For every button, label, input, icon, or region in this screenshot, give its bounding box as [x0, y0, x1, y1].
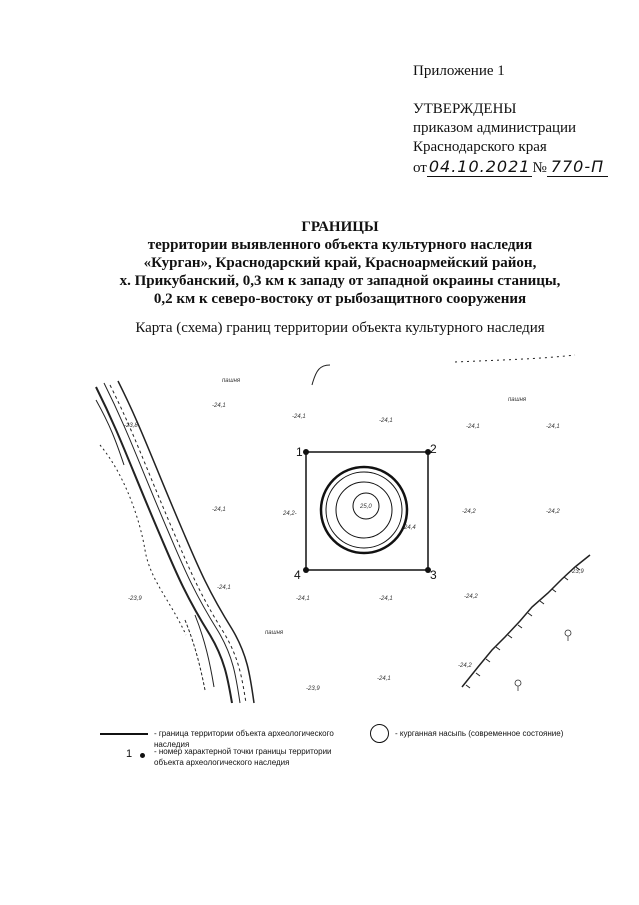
- title-line-2: «Курган», Краснодарский край, Красноармейский район,: [143, 255, 537, 271]
- map-legend: [0, 720, 639, 780]
- legend-point-text: - номер характерной точки границы территории объекта археологического наследия: [154, 747, 332, 767]
- map-caption: Карта (схема) границ территории объекта культурного наследия: [135, 320, 545, 336]
- ditch-line: [96, 400, 124, 465]
- canal-bank-line: [118, 381, 254, 703]
- elevation-label: -24,1: [379, 418, 393, 424]
- approved-label: УТВЕРЖДЕНЫ: [413, 101, 517, 117]
- elevation-label: -24,1: [212, 507, 226, 513]
- elevation-label: 24,4: [404, 525, 416, 531]
- elevation-label: -24,1: [296, 596, 310, 602]
- elevation-label: -24,1: [292, 414, 306, 420]
- elevation-label: -24,1: [546, 424, 560, 430]
- appendix-label: Приложение 1: [413, 63, 505, 79]
- elevation-label: -24,1: [212, 403, 226, 409]
- canal-bank-line: [96, 387, 232, 703]
- elevation-label: -23,9: [306, 686, 320, 692]
- field-edge: [312, 365, 330, 385]
- legend-point-dot: [140, 753, 145, 758]
- number-sign: №: [532, 160, 547, 176]
- elevation-label: -24,1: [377, 676, 391, 682]
- legend-boundary-line-symbol: [100, 733, 148, 735]
- legend-boundary-text: - граница территории объекта археологического наследия: [154, 729, 334, 749]
- order-date: 04.10.2021: [428, 157, 531, 176]
- field-label: пашня: [508, 397, 527, 403]
- road-line: [185, 620, 205, 690]
- point-label-3: 3: [430, 568, 437, 582]
- point-label-4: 4: [294, 568, 301, 582]
- elevation-label: -24,2: [464, 594, 478, 600]
- elevation-label: -24,2: [458, 663, 472, 669]
- point-label-1: 1: [296, 445, 303, 459]
- tree-symbol: [515, 680, 521, 686]
- mound-contour: [336, 482, 392, 538]
- field-boundary-hatch: [466, 567, 580, 688]
- order-line: [413, 157, 608, 177]
- legend-point-number: 1: [126, 748, 133, 760]
- elevation-label: -23,9: [570, 569, 584, 575]
- mound-outer-contour: [321, 467, 407, 553]
- elevation-label: -24,1: [217, 585, 231, 591]
- document-title: [40, 218, 639, 308]
- point-label-2: 2: [430, 442, 437, 456]
- canal-bank-dashed: [110, 385, 246, 703]
- order-of-label: приказом администрации: [413, 120, 577, 136]
- corner-point-4: [303, 567, 309, 573]
- mound-contour: [326, 472, 402, 548]
- mound-top-elevation: 25,0: [360, 504, 372, 510]
- title-line-1: территории выявленного объекта культурного наследия: [147, 237, 533, 253]
- ditch-line: [100, 445, 186, 635]
- field-label: пашня: [265, 630, 284, 636]
- legend-mound-text: - курганная насыпь (современное состояние): [395, 729, 564, 738]
- tree-symbol: [565, 630, 571, 636]
- legend-mound-symbol: [370, 724, 389, 743]
- region-label: Краснодарского края: [413, 139, 547, 155]
- corner-point-1: [303, 449, 309, 455]
- elevation-label: -24,1: [466, 424, 480, 430]
- elevation-label: -24,2: [462, 509, 476, 515]
- elevation-label: -23,9: [128, 596, 142, 602]
- title-line-4: 0,2 км к северо-востоку от рыбозащитного сооружения: [153, 291, 527, 307]
- field-label: пашня: [222, 378, 241, 384]
- title-line-3: х. Прикубанский, 0,3 км к западу от западной окраины станицы,: [119, 273, 561, 289]
- field-edge: [455, 355, 575, 362]
- boundary-map: [0, 345, 639, 705]
- from-prefix: от: [413, 160, 427, 176]
- elevation-label: -24,2: [546, 509, 560, 515]
- title-heading: ГРАНИЦЫ: [301, 219, 379, 235]
- approval-block: [413, 62, 608, 177]
- elevation-label: -24,1: [379, 596, 393, 602]
- order-number: 770-П: [547, 157, 608, 177]
- elevation-label: 24,2-: [283, 511, 297, 517]
- elevation-label: -23,8: [124, 423, 138, 429]
